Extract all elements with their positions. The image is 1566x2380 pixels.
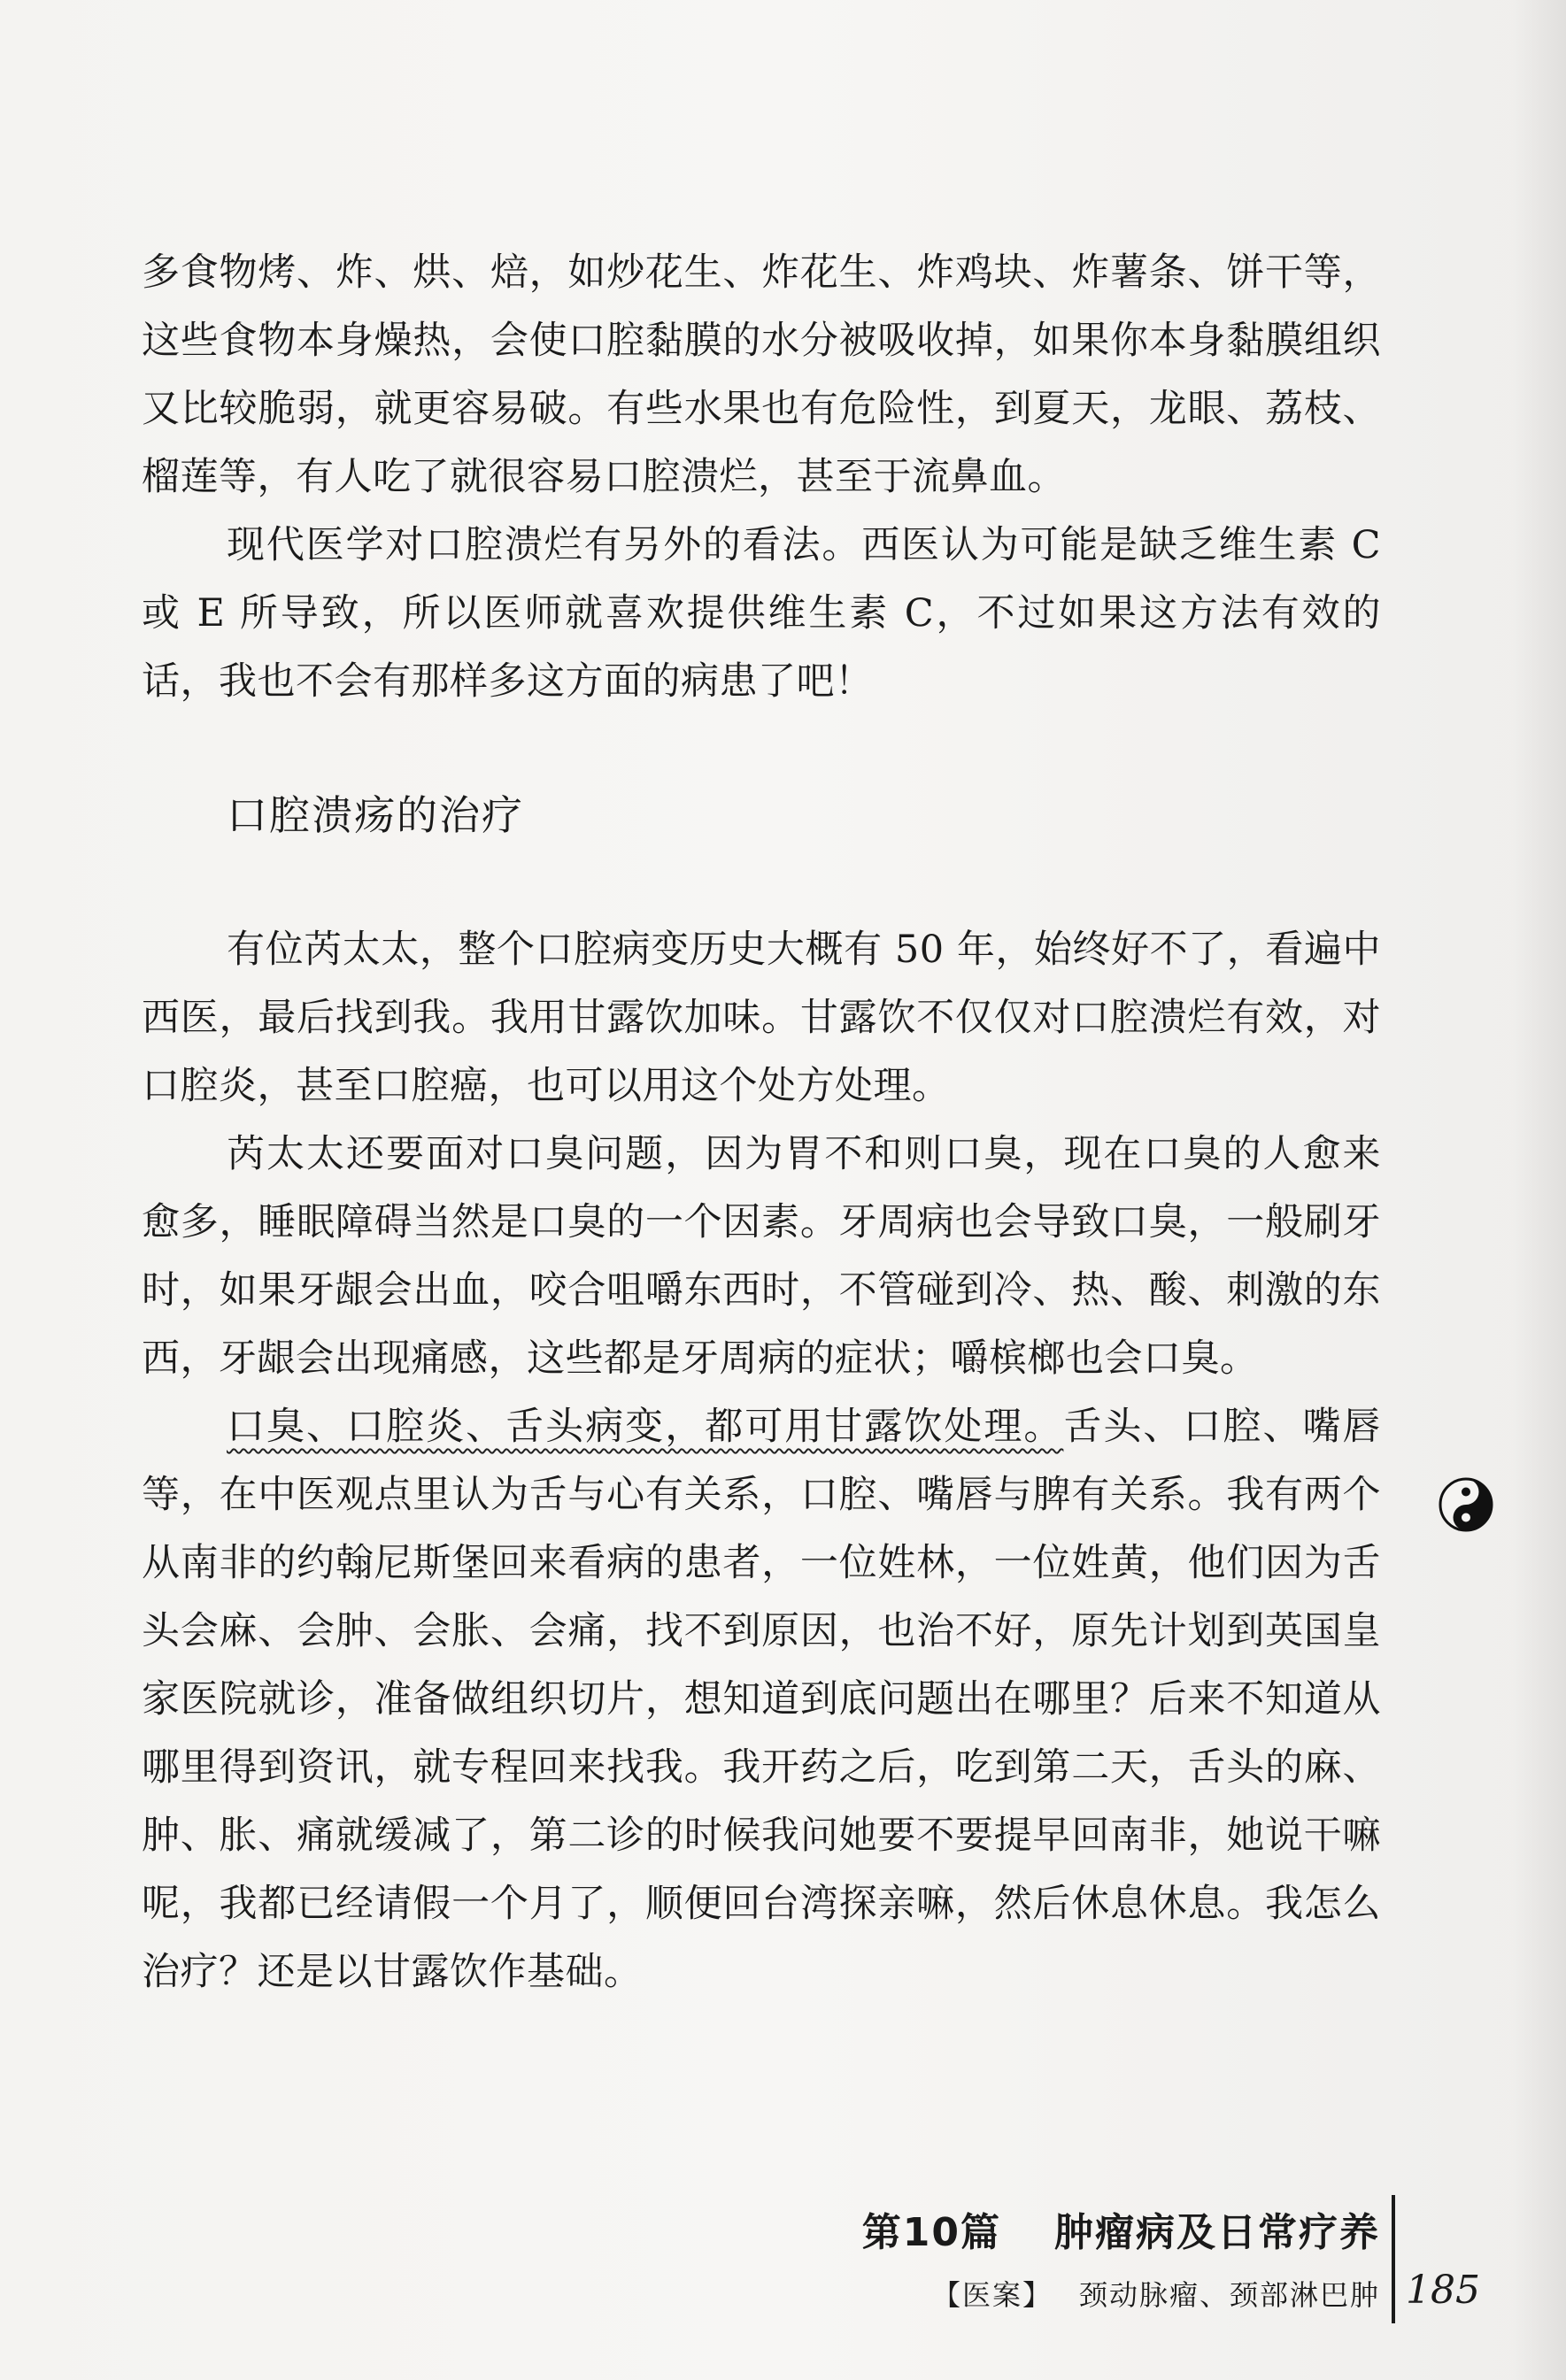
top-text-block — [142, 239, 1381, 716]
footer-divider — [1392, 2195, 1395, 2323]
paragraph-foods: 多食物烤、炸、烘、焙，如炒花生、炸花生、炸鸡块、炸薯条、饼干等，这些食物本身燥热，会使口腔黏膜的水分被吸收掉，如果你本身黏膜组织又比较脆弱，就更容易破。有些水果也有危险性，到夏天，龙眼、荔枝、榴莲等，有人吃了就很容易口腔溃烂，甚至于流鼻血。 — [142, 250, 1381, 499]
chapter-number: 第10篇 — [861, 2210, 1001, 2255]
bottom-text-block — [142, 916, 1381, 2006]
case-subtitle — [932, 2273, 1380, 2314]
section-heading: 口腔溃疡的治疗 — [227, 791, 524, 839]
paragraph-halitosis: 芮太太还要面对口臭问题，因为胃不和则口臭，现在口臭的人愈来愈多，睡眠障碍当然是口臭的一个因素。牙周病也会导致口臭，一般刷牙时，如果牙龈会出血，咬合咀嚼东西时，不管碰到冷、热、酸、刺激的东西，牙龈会出现痛感，这些都是牙周病的症状；嚼槟榔也会口臭。 — [142, 1132, 1381, 1381]
case-topic: 颈动脉瘤、颈部淋巴肿 — [1078, 2278, 1380, 2312]
taiji-icon — [1438, 1476, 1494, 1533]
page-number: 185 — [1406, 2268, 1480, 2313]
highlight-sentence: 口臭、口腔炎、舌头病变，都可用甘露饮处理。 — [227, 1405, 1064, 1449]
paragraph-western-medicine: 现代医学对口腔溃烂有另外的看法。西医认为可能是缺乏维生素 C 或 E 所导致，所以医师就喜欢提供维生素 C，不过如果这方法有效的话，我也不会有那样多这方面的病患了吧！ — [142, 523, 1381, 704]
paragraph-case-rui: 有位芮太太，整个口腔病变历史大概有 50 年，始终好不了，看遍中西医，最后找到我。我用甘露饮加味。甘露饮不仅仅对口腔溃烂有效，对口腔炎，甚至口腔癌，也可以用这个处方处理。 — [142, 928, 1381, 1108]
highlight-rest: 舌头、口腔、嘴唇等，在中医观点里认为舌与心有关系，口腔、嘴唇与脾有关系。我有两个从南非的约翰尼斯堡回来看病的患者，一位姓林，一位姓黄，他们因为舌头会麻、会肿、会胀、会痛，找不到原因，也治不好，原先计划到英国皇家医院就诊，准备做组织切片，想知道到底问题出在哪里？后来不知道从哪里得到资讯，就专程回来找我。我开药之后，吃到第二天，舌头的麻、肿、胀、痛就缓减了，第二诊的时候我问她要不要提早回南非，她说干嘛呢，我都已经请假一个月了，顺便回台湾探亲嘛，然后休息休息。我怎么治疗？还是以甘露饮作基础。 — [142, 1405, 1381, 1994]
chapter-title: 肿瘤病及日常疗养 — [1054, 2210, 1380, 2255]
paragraph-tongue-cases — [142, 1393, 1381, 2006]
case-tag: 【医案】 — [931, 2278, 1053, 2312]
scan-edge-shadow — [1513, 0, 1566, 2380]
chapter-header — [862, 2200, 1380, 2257]
